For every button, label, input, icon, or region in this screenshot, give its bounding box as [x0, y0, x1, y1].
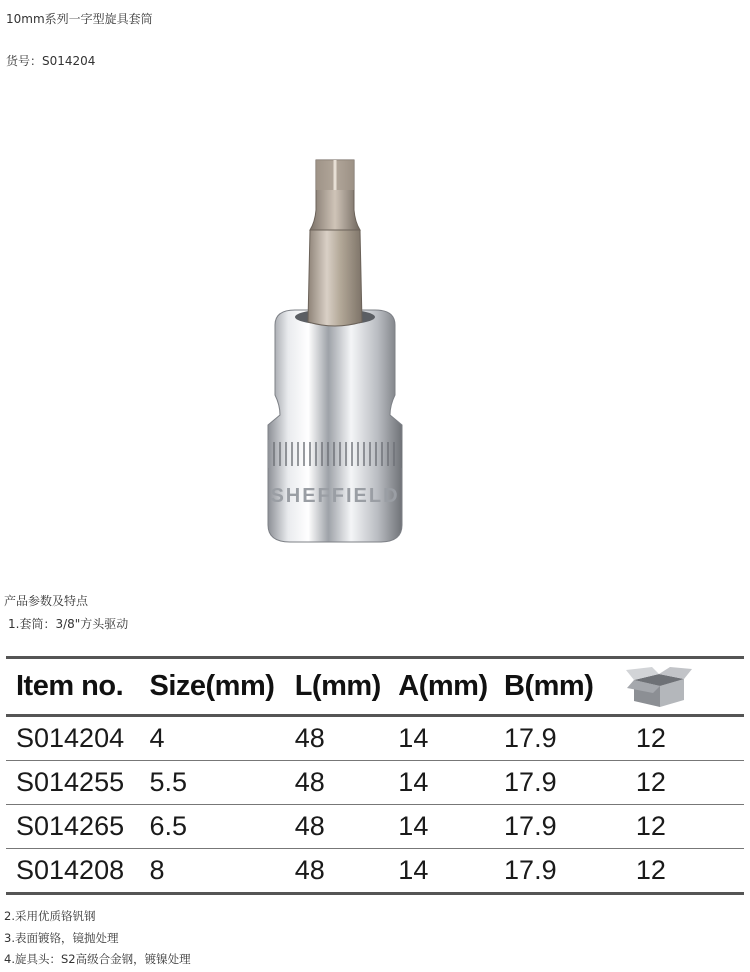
cell-qty: 12 [635, 811, 666, 841]
sku-value: S014204 [42, 54, 96, 68]
cell-b: 17.9 [504, 855, 557, 885]
cell-item-no: S014204 [16, 723, 125, 753]
header-b: B(mm) [504, 670, 594, 702]
svg-text:SHEFFIELD: SHEFFIELD [270, 485, 400, 507]
spec-table-header [6, 658, 744, 716]
table-row [6, 761, 744, 805]
cell-size: 6.5 [149, 811, 188, 841]
header-size: Size(mm) [149, 670, 275, 702]
cell-size: 8 [149, 855, 165, 885]
product-image [250, 150, 420, 550]
table-row [6, 805, 744, 849]
cell-size: 4 [149, 723, 165, 753]
cell-item-no: S014265 [16, 811, 125, 841]
feature-item-finish: 3.表面镀铬，镜抛处理 [4, 931, 119, 945]
cell-item-no: S014255 [16, 767, 125, 797]
cell-b: 17.9 [504, 811, 557, 841]
table-row [6, 849, 744, 894]
cell-a: 14 [398, 811, 429, 841]
feature-item-material: 2.采用优质铬钒钢 [4, 909, 96, 923]
cell-a: 14 [398, 767, 429, 797]
cell-qty: 12 [635, 723, 666, 753]
cell-a: 14 [398, 723, 429, 753]
header-item-no: Item no. [16, 670, 124, 702]
cell-b: 17.9 [504, 767, 557, 797]
header-a: A(mm) [398, 670, 488, 702]
cell-qty: 12 [635, 767, 666, 797]
cell-length: 48 [294, 855, 325, 885]
features-title: 产品参数及特点 [4, 594, 89, 608]
cell-qty: 12 [635, 855, 666, 885]
spec-table [6, 656, 744, 895]
header-length: L(mm) [294, 670, 381, 702]
sku-line [6, 52, 95, 69]
embossed-brand-text [270, 485, 399, 507]
cell-a: 14 [398, 855, 429, 885]
table-row [6, 716, 744, 761]
feature-item-bit-tip: 4.旋具头：S2高级合金钢，镀镍处理 [4, 952, 191, 966]
cell-size: 5.5 [149, 767, 188, 797]
header-qty [624, 658, 744, 716]
cell-b: 17.9 [504, 723, 557, 753]
page-title: 10mm系列一字型旋具套筒 [6, 12, 153, 26]
cell-length: 48 [294, 811, 325, 841]
sku-label: 货号： [6, 54, 43, 68]
cell-item-no: S014208 [16, 855, 125, 885]
cell-length: 48 [294, 723, 325, 753]
feature-item-drive: 1.套筒：3/8"方头驱动 [8, 617, 129, 631]
cell-length: 48 [294, 767, 325, 797]
box-icon [626, 666, 694, 708]
